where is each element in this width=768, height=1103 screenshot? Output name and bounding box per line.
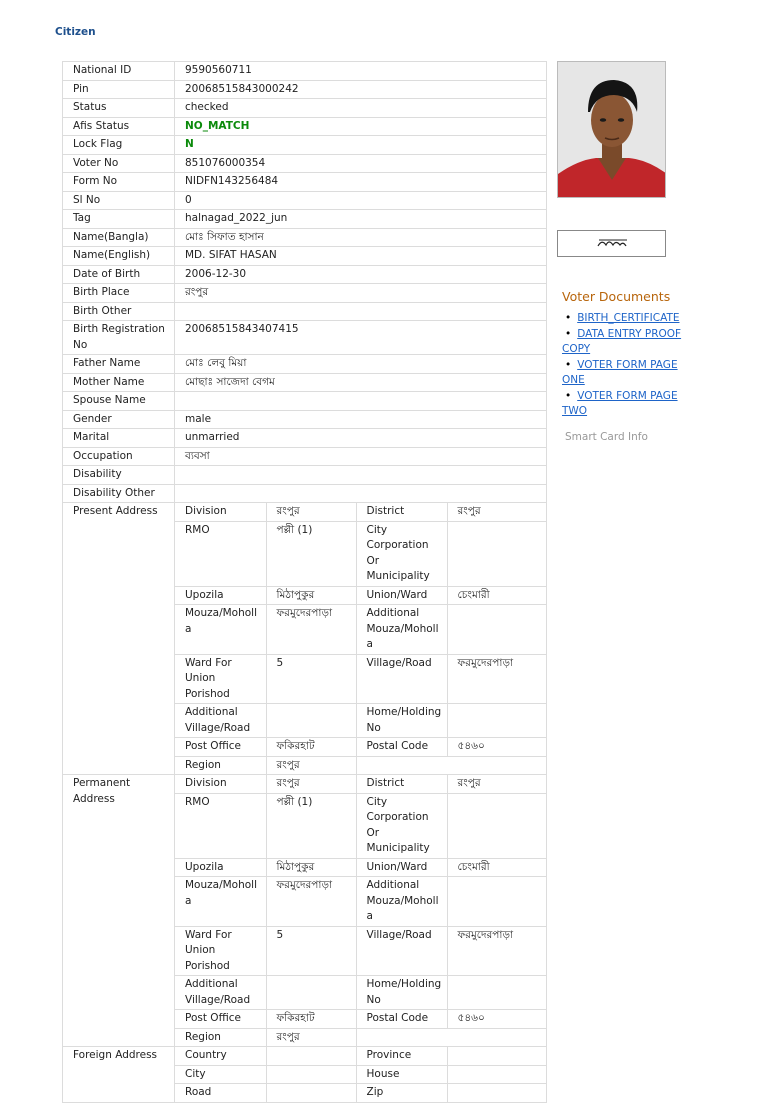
union-ward-value: চেংমারী (447, 858, 546, 877)
afis-status-value: NO_MATCH (175, 117, 547, 136)
mouza-label: Mouza/Moholla (175, 605, 266, 655)
list-item (562, 327, 687, 358)
union-ward-value: চেংমারী (447, 586, 546, 605)
voter-form-page-one-link[interactable]: VOTER FORM PAGE ONE (562, 358, 678, 386)
voter-documents-title: Voter Documents (562, 289, 671, 304)
field-label: Tag (63, 210, 175, 229)
empty-cell (356, 756, 447, 774)
upozila-value: মিঠাপুকুর (266, 586, 356, 605)
house-label: House (356, 1065, 447, 1084)
table-row (63, 80, 547, 99)
marital-value: unmarried (175, 429, 547, 448)
name-bangla-value: মোঃ সিফাত হাসান (175, 228, 547, 247)
table-row (63, 321, 547, 355)
field-label: Form No (63, 173, 175, 192)
permanent-address-cell (175, 775, 547, 1047)
field-label: Status (63, 99, 175, 118)
rmo-value: পল্লী (1) (266, 521, 356, 586)
pin-value: 20068515843000242 (175, 80, 547, 99)
postal-code-value: ৫৪৬০ (447, 738, 546, 757)
table-row (63, 284, 547, 303)
field-label: Pin (63, 80, 175, 99)
page-title: Citizen (55, 26, 96, 38)
gender-value: male (175, 410, 547, 429)
field-label: Lock Flag (63, 136, 175, 155)
district-value: রংপুর (447, 775, 546, 793)
list-item (562, 311, 687, 327)
village-label: Village/Road (356, 926, 447, 976)
table-row (63, 503, 547, 775)
country-label: Country (175, 1047, 266, 1065)
post-office-value: ফকিরহাট (266, 1010, 356, 1029)
mouza-value: ফরমুদেরপাড়া (266, 877, 356, 927)
bullet-icon: • (565, 389, 572, 402)
dob-value: 2006-12-30 (175, 265, 547, 284)
postal-code-label: Postal Code (356, 738, 447, 757)
field-label: Name(Bangla) (63, 228, 175, 247)
field-label: Occupation (63, 447, 175, 466)
mother-name-value: মোছাঃ সাজেদা বেগম (175, 373, 547, 392)
region-value: রংপুর (266, 756, 356, 774)
field-label: Voter No (63, 154, 175, 173)
holding-value (447, 976, 546, 1010)
region-label: Region (175, 756, 266, 774)
field-label: Disability Other (63, 484, 175, 503)
mouza-value: ফরমুদেরপাড়া (266, 605, 356, 655)
post-office-label: Post Office (175, 1010, 266, 1029)
add-village-label: Additional Village/Road (175, 704, 266, 738)
empty-cell (447, 1028, 546, 1046)
city-value (266, 1065, 356, 1084)
city-corp-label: City Corporation Or Municipality (356, 793, 447, 858)
add-mouza-value (447, 605, 546, 655)
field-label: Mother Name (63, 373, 175, 392)
postal-code-label: Postal Code (356, 1010, 447, 1029)
spouse-name-value (175, 392, 547, 411)
table-row (63, 392, 547, 411)
mouza-label: Mouza/Moholla (175, 877, 266, 927)
form-no-value: NIDFN143256484 (175, 173, 547, 192)
foreign-address-label: Foreign Address (63, 1047, 175, 1103)
house-value (447, 1065, 546, 1084)
ward-union-label: Ward For Union Porishod (175, 926, 266, 976)
add-mouza-value (447, 877, 546, 927)
table-row (63, 466, 547, 485)
portrait-image (558, 62, 666, 198)
voter-no-value: 851076000354 (175, 154, 547, 173)
field-label: Sl No (63, 191, 175, 210)
table-row (63, 1047, 547, 1103)
present-address-table (175, 503, 546, 774)
city-corp-value (447, 521, 546, 586)
add-village-value (266, 704, 356, 738)
field-label: Birth Registration No (63, 321, 175, 355)
village-label: Village/Road (356, 654, 447, 704)
division-label: Division (175, 775, 266, 793)
birth-certificate-link[interactable]: BIRTH_CERTIFICATE (577, 312, 680, 324)
table-row (63, 136, 547, 155)
table-row (63, 210, 547, 229)
national-id-value: 9590560711 (175, 62, 547, 81)
post-office-label: Post Office (175, 738, 266, 757)
ward-union-value: 5 (266, 654, 356, 704)
field-label: Disability (63, 466, 175, 485)
permanent-address-table (175, 775, 546, 1046)
lock-flag-value: N (175, 136, 547, 155)
bullet-icon: • (565, 312, 572, 324)
field-label: Name(English) (63, 247, 175, 266)
occupation-value: ব্যবসা (175, 447, 547, 466)
ward-union-value: 5 (266, 926, 356, 976)
empty-cell (447, 756, 546, 774)
table-row (63, 447, 547, 466)
holding-value (447, 704, 546, 738)
zip-value (447, 1084, 546, 1102)
status-value: checked (175, 99, 547, 118)
upozila-value: মিঠাপুকুর (266, 858, 356, 877)
table-row (63, 191, 547, 210)
table-row (63, 410, 547, 429)
name-english-value: MD. SIFAT HASAN (175, 247, 547, 266)
birth-place-value: রংপুর (175, 284, 547, 303)
district-value: রংপুর (447, 503, 546, 521)
rmo-value: পল্লী (1) (266, 793, 356, 858)
sl-no-value: 0 (175, 191, 547, 210)
ward-union-label: Ward For Union Porishod (175, 654, 266, 704)
present-address-cell (175, 503, 547, 775)
postal-code-value: ৫৪৬০ (447, 1010, 546, 1029)
road-value (266, 1084, 356, 1102)
citizen-photo (557, 61, 666, 198)
rmo-label: RMO (175, 521, 266, 586)
bullet-icon: • (565, 358, 572, 371)
zip-label: Zip (356, 1084, 447, 1102)
data-entry-proof-link[interactable]: DATA ENTRY PROOF COPY (562, 327, 682, 355)
city-corp-value (447, 793, 546, 858)
division-value: রংপুর (266, 775, 356, 793)
citizen-details-table (62, 61, 547, 1103)
table-row (63, 99, 547, 118)
disability-other-value (175, 484, 547, 503)
permanent-address-label: Permanent Address (63, 775, 175, 1047)
list-item (562, 389, 687, 420)
voter-form-page-two-link[interactable]: VOTER FORM PAGE TWO (562, 389, 678, 417)
foreign-address-table (175, 1047, 546, 1102)
upozila-label: Upozila (175, 858, 266, 877)
list-item (562, 358, 687, 389)
birth-reg-no-value: 20068515843407415 (175, 321, 547, 355)
table-row (63, 265, 547, 284)
province-label: Province (356, 1047, 447, 1065)
add-mouza-label: Additional Mouza/Moholla (356, 605, 447, 655)
province-value (447, 1047, 546, 1065)
tag-value: halnagad_2022_jun (175, 210, 547, 229)
district-label: District (356, 503, 447, 521)
table-row (63, 154, 547, 173)
region-value: রংপুর (266, 1028, 356, 1046)
empty-cell (356, 1028, 447, 1046)
field-label: Birth Other (63, 302, 175, 321)
country-value (266, 1047, 356, 1065)
holding-label: Home/Holding No (356, 704, 447, 738)
field-label: Gender (63, 410, 175, 429)
voter-documents-panel (562, 289, 687, 420)
smart-card-info: Smart Card Info (565, 431, 648, 443)
district-label: District (356, 775, 447, 793)
table-row (63, 247, 547, 266)
table-row (63, 62, 547, 81)
division-label: Division (175, 503, 266, 521)
field-label: Birth Place (63, 284, 175, 303)
document-list (562, 311, 687, 420)
table-row (63, 117, 547, 136)
holding-label: Home/Holding No (356, 976, 447, 1010)
city-corp-label: City Corporation Or Municipality (356, 521, 447, 586)
village-value: ফরমুদেরপাড়া (447, 926, 546, 976)
field-label: Spouse Name (63, 392, 175, 411)
table-row (63, 484, 547, 503)
village-value: ফরমুদেরপাড়া (447, 654, 546, 704)
add-village-label: Additional Village/Road (175, 976, 266, 1010)
citizen-signature (557, 230, 666, 257)
bullet-icon: • (565, 327, 572, 340)
foreign-address-cell (175, 1047, 547, 1103)
table-row (63, 429, 547, 448)
add-mouza-label: Additional Mouza/Moholla (356, 877, 447, 927)
post-office-value: ফকিরহাট (266, 738, 356, 757)
road-label: Road (175, 1084, 266, 1102)
field-label: Father Name (63, 355, 175, 374)
city-label: City (175, 1065, 266, 1084)
upozila-label: Upozila (175, 586, 266, 605)
union-ward-label: Union/Ward (356, 858, 447, 877)
table-row (63, 228, 547, 247)
field-label: Date of Birth (63, 265, 175, 284)
field-label: Afis Status (63, 117, 175, 136)
union-ward-label: Union/Ward (356, 586, 447, 605)
father-name-value: মোঃ লেবু মিয়া (175, 355, 547, 374)
table-row (63, 302, 547, 321)
division-value: রংপুর (266, 503, 356, 521)
birth-other-value (175, 302, 547, 321)
field-label: Marital (63, 429, 175, 448)
disability-value (175, 466, 547, 485)
rmo-label: RMO (175, 793, 266, 858)
table-row (63, 355, 547, 374)
table-row (63, 173, 547, 192)
region-label: Region (175, 1028, 266, 1046)
table-row (63, 373, 547, 392)
field-label: National ID (63, 62, 175, 81)
table-row (63, 775, 547, 1047)
add-village-value (266, 976, 356, 1010)
present-address-label: Present Address (63, 503, 175, 775)
signature-image (558, 231, 665, 256)
